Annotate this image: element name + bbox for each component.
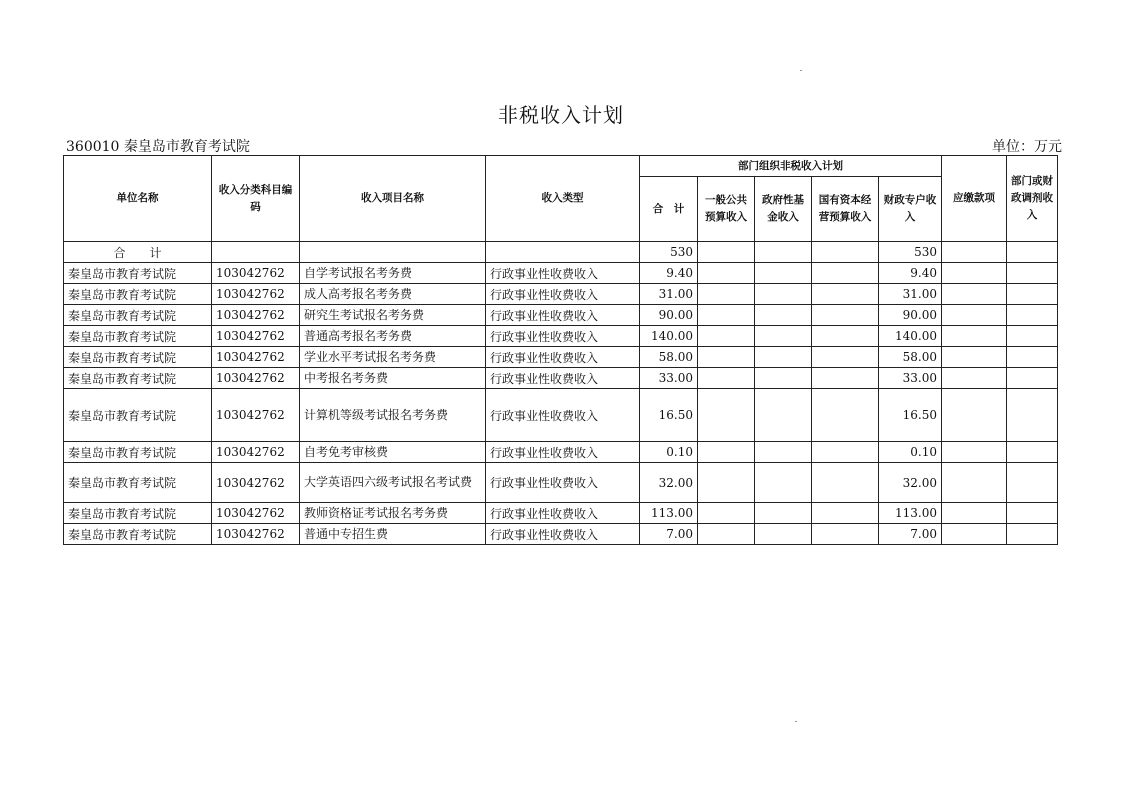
type-cell: 行政事业性收费收入 <box>486 284 640 305</box>
code-cell: 103042762 <box>212 524 300 545</box>
fund-cell <box>755 524 812 545</box>
scan-speck <box>795 721 797 722</box>
item-name-cell: 普通高考报名考务费 <box>300 326 486 347</box>
general-cell <box>698 442 755 463</box>
total-cell: 113.00 <box>640 503 698 524</box>
item-name-cell: 成人高考报名考务费 <box>300 284 486 305</box>
item-name-cell: 中考报名考务费 <box>300 368 486 389</box>
unit-name-cell: 秦皇岛市教育考试院 <box>64 368 212 389</box>
code-cell: 103042762 <box>212 503 300 524</box>
dept-cell <box>1007 503 1058 524</box>
special-cell: 7.00 <box>879 524 942 545</box>
table-row <box>64 368 1058 389</box>
empty-cell <box>1007 242 1058 263</box>
header-payable: 应缴款项 <box>942 156 1007 242</box>
state-capital-cell <box>812 347 879 368</box>
fund-cell <box>755 463 812 503</box>
type-cell: 行政事业性收费收入 <box>486 305 640 326</box>
special-cell: 58.00 <box>879 347 942 368</box>
code-cell: 103042762 <box>212 368 300 389</box>
item-name-cell: 自考免考审核费 <box>300 442 486 463</box>
code-cell: 103042762 <box>212 389 300 442</box>
total-cell: 16.50 <box>640 389 698 442</box>
table-row <box>64 389 1058 442</box>
table-row <box>64 442 1058 463</box>
total-cell: 58.00 <box>640 347 698 368</box>
payable-cell <box>942 368 1007 389</box>
total-cell: 33.00 <box>640 368 698 389</box>
header-type: 收入类型 <box>486 156 640 242</box>
payable-cell <box>942 305 1007 326</box>
type-cell: 行政事业性收费收入 <box>486 263 640 284</box>
unit-name-cell: 秦皇岛市教育考试院 <box>64 326 212 347</box>
header-general: 一般公共预算收入 <box>698 177 755 242</box>
page-title: 非税收入计划 <box>498 103 624 127</box>
header-fund: 政府性基金收入 <box>755 177 812 242</box>
general-cell <box>698 263 755 284</box>
type-cell: 行政事业性收费收入 <box>486 347 640 368</box>
special-cell: 140.00 <box>879 326 942 347</box>
dept-cell <box>1007 263 1058 284</box>
unit-name-cell: 秦皇岛市教育考试院 <box>64 347 212 368</box>
general-cell <box>698 305 755 326</box>
payable-cell <box>942 326 1007 347</box>
code-cell: 103042762 <box>212 263 300 284</box>
special-cell: 90.00 <box>879 305 942 326</box>
state-capital-cell <box>812 389 879 442</box>
scan-speck <box>800 70 802 71</box>
fund-cell <box>755 368 812 389</box>
unit-name-cell: 秦皇岛市教育考试院 <box>64 503 212 524</box>
type-cell: 行政事业性收费收入 <box>486 326 640 347</box>
dept-cell <box>1007 284 1058 305</box>
unit-name-cell: 秦皇岛市教育考试院 <box>64 524 212 545</box>
payable-cell <box>942 503 1007 524</box>
item-name-cell: 自学考试报名考务费 <box>300 263 486 284</box>
unit-name-cell: 秦皇岛市教育考试院 <box>64 305 212 326</box>
empty-cell <box>300 242 486 263</box>
state-capital-cell <box>812 305 879 326</box>
table-row <box>64 463 1058 503</box>
unit-label: 单位：万元 <box>992 139 1062 155</box>
item-name-cell: 教师资格证考试报名考务费 <box>300 503 486 524</box>
general-cell <box>698 524 755 545</box>
total-cell: 31.00 <box>640 284 698 305</box>
payable-cell <box>942 389 1007 442</box>
fund-cell <box>755 442 812 463</box>
dept-cell <box>1007 305 1058 326</box>
header-group: 部门组织非税收入计划 <box>640 156 942 177</box>
code-cell: 103042762 <box>212 305 300 326</box>
state-capital-cell <box>812 326 879 347</box>
header-unit-name: 单位名称 <box>64 156 212 242</box>
table-row <box>64 524 1058 545</box>
state-capital-cell <box>812 368 879 389</box>
organization-label: 360010 秦皇岛市教育考试院 <box>66 139 250 155</box>
dept-cell <box>1007 389 1058 442</box>
unit-name-cell: 秦皇岛市教育考试院 <box>64 463 212 503</box>
special-cell: 33.00 <box>879 368 942 389</box>
state-capital-cell <box>812 463 879 503</box>
general-cell <box>698 326 755 347</box>
empty-cell <box>486 242 640 263</box>
item-name-cell: 计算机等级考试报名考务费 <box>300 389 486 442</box>
fund-cell <box>755 263 812 284</box>
revenue-plan-table <box>63 155 1058 545</box>
type-cell: 行政事业性收费收入 <box>486 442 640 463</box>
general-cell <box>698 463 755 503</box>
total-cell: 140.00 <box>640 326 698 347</box>
header-state-capital: 国有资本经营预算收入 <box>812 177 879 242</box>
payable-cell <box>942 463 1007 503</box>
total-cell: 0.10 <box>640 442 698 463</box>
header-code: 收入分类科目编码 <box>212 156 300 242</box>
item-name-cell: 大学英语四六级考试报名考试费 <box>300 463 486 503</box>
item-name-cell: 普通中专招生费 <box>300 524 486 545</box>
state-capital-cell <box>812 284 879 305</box>
empty-cell <box>755 242 812 263</box>
dept-cell <box>1007 442 1058 463</box>
fund-cell <box>755 389 812 442</box>
special-cell: 9.40 <box>879 263 942 284</box>
code-cell: 103042762 <box>212 347 300 368</box>
table-row <box>64 263 1058 284</box>
code-cell: 103042762 <box>212 442 300 463</box>
type-cell: 行政事业性收费收入 <box>486 524 640 545</box>
table-row <box>64 326 1058 347</box>
item-name-cell: 学业水平考试报名考务费 <box>300 347 486 368</box>
unit-name-cell: 秦皇岛市教育考试院 <box>64 284 212 305</box>
total-cell: 7.00 <box>640 524 698 545</box>
payable-cell <box>942 442 1007 463</box>
special-cell: 31.00 <box>879 284 942 305</box>
table-row <box>64 347 1058 368</box>
code-cell: 103042762 <box>212 326 300 347</box>
state-capital-cell <box>812 263 879 284</box>
fund-cell <box>755 284 812 305</box>
type-cell: 行政事业性收费收入 <box>486 368 640 389</box>
header-item-name: 收入项目名称 <box>300 156 486 242</box>
dept-cell <box>1007 368 1058 389</box>
table-row <box>64 305 1058 326</box>
special-cell: 16.50 <box>879 389 942 442</box>
dept-cell <box>1007 347 1058 368</box>
special-cell: 0.10 <box>879 442 942 463</box>
payable-cell <box>942 284 1007 305</box>
general-cell <box>698 368 755 389</box>
unit-name-cell: 秦皇岛市教育考试院 <box>64 389 212 442</box>
payable-cell <box>942 263 1007 284</box>
general-cell <box>698 347 755 368</box>
empty-cell <box>212 242 300 263</box>
dept-cell <box>1007 524 1058 545</box>
header-dept: 部门或财政调剂收入 <box>1007 156 1058 242</box>
header-total: 合 计 <box>640 177 698 242</box>
empty-cell <box>942 242 1007 263</box>
code-cell: 103042762 <box>212 463 300 503</box>
type-cell: 行政事业性收费收入 <box>486 503 640 524</box>
total-special-value: 530 <box>879 242 942 263</box>
type-cell: 行政事业性收费收入 <box>486 463 640 503</box>
state-capital-cell <box>812 442 879 463</box>
total-cell: 9.40 <box>640 263 698 284</box>
table-row <box>64 503 1058 524</box>
unit-name-cell: 秦皇岛市教育考试院 <box>64 442 212 463</box>
table-row <box>64 284 1058 305</box>
fund-cell <box>755 326 812 347</box>
fund-cell <box>755 503 812 524</box>
dept-cell <box>1007 463 1058 503</box>
general-cell <box>698 389 755 442</box>
total-row <box>64 242 1058 263</box>
dept-cell <box>1007 326 1058 347</box>
state-capital-cell <box>812 524 879 545</box>
total-cell: 32.00 <box>640 463 698 503</box>
header-special: 财政专户收入 <box>879 177 942 242</box>
type-cell: 行政事业性收费收入 <box>486 389 640 442</box>
item-name-cell: 研究生考试报名考务费 <box>300 305 486 326</box>
payable-cell <box>942 524 1007 545</box>
unit-name-cell: 秦皇岛市教育考试院 <box>64 263 212 284</box>
empty-cell <box>812 242 879 263</box>
total-cell: 90.00 <box>640 305 698 326</box>
special-cell: 113.00 <box>879 503 942 524</box>
general-cell <box>698 284 755 305</box>
code-cell: 103042762 <box>212 284 300 305</box>
total-value: 530 <box>640 242 698 263</box>
special-cell: 32.00 <box>879 463 942 503</box>
general-cell <box>698 503 755 524</box>
total-label: 合 计 <box>64 242 212 263</box>
empty-cell <box>698 242 755 263</box>
fund-cell <box>755 305 812 326</box>
payable-cell <box>942 347 1007 368</box>
state-capital-cell <box>812 503 879 524</box>
fund-cell <box>755 347 812 368</box>
